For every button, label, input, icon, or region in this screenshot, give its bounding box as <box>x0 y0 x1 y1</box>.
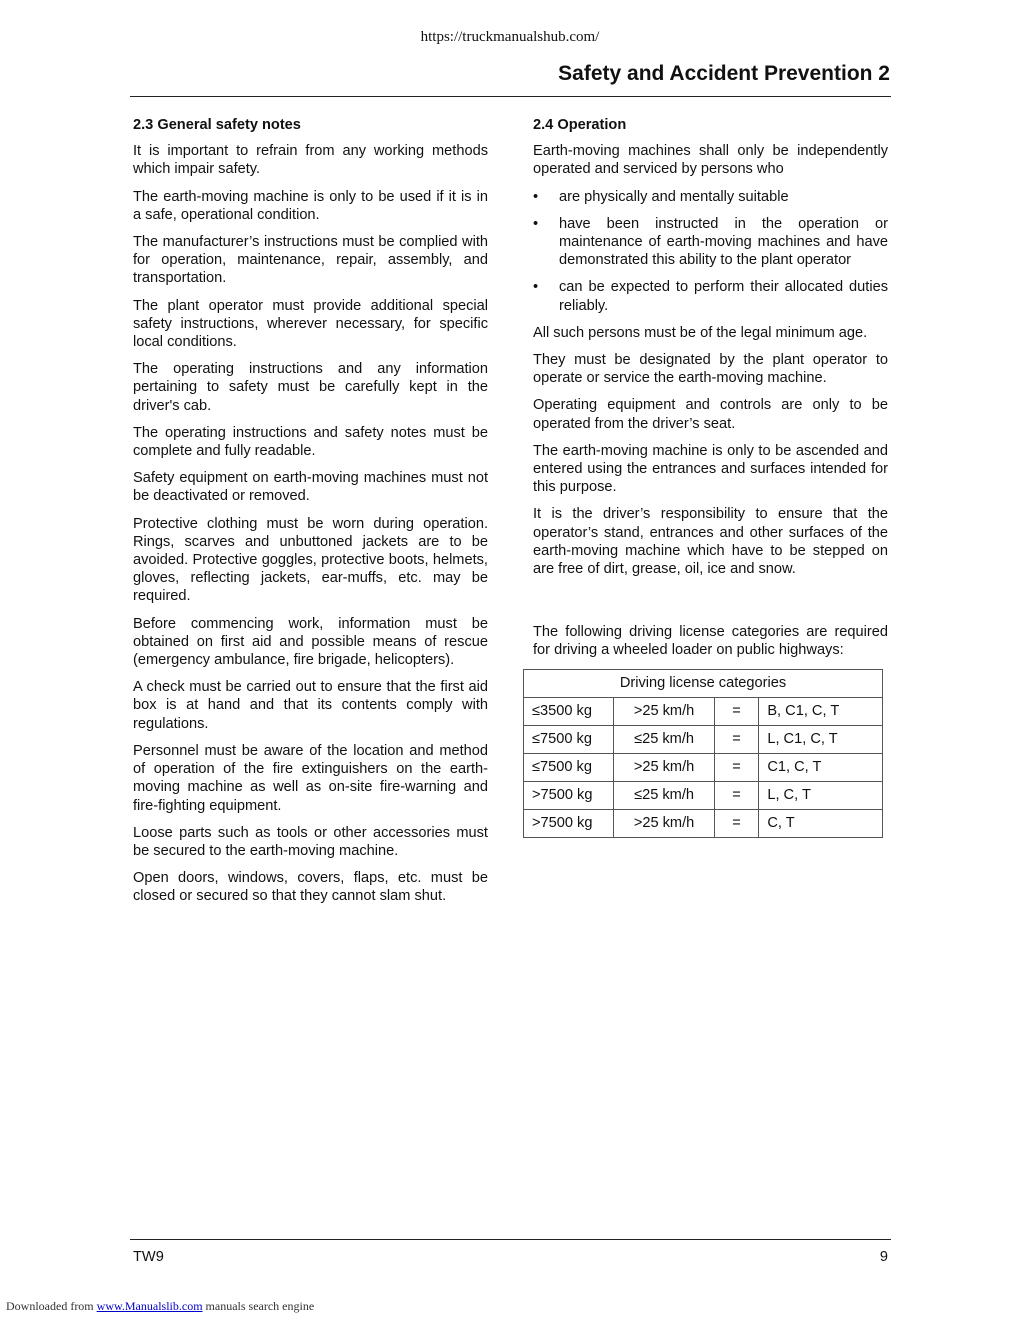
categories-cell: L, C, T <box>759 781 883 809</box>
license-table-title: Driving license categories <box>524 669 883 697</box>
list-item-text: have been instructed in the operation or maintenance of earth-moving machines and have demonstrated this ability to the plant operator <box>559 215 888 269</box>
equals-cell: = <box>714 725 759 753</box>
footer-divider <box>130 1239 891 1240</box>
paragraph: Safety equipment on earth-moving machines must not be deactivated or removed. <box>133 470 488 505</box>
right-paragraphs <box>533 324 888 578</box>
operation-intro: Earth-moving machines shall only be independently operated and serviced by persons who <box>533 143 888 178</box>
paragraph: A check must be carried out to ensure that the first aid box is at hand and that its contents comply with regulations. <box>133 679 488 732</box>
license-table <box>523 669 883 838</box>
equals-cell: = <box>714 697 759 725</box>
section-heading-general-safety: 2.3 General safety notes <box>133 117 301 133</box>
section-heading-operation: 2.4 Operation <box>533 117 627 133</box>
paragraph: Before commencing work, information must be obtained on first aid and possible means of rescue (emergency ambulance, fire brigade, helicopters). <box>133 615 488 669</box>
manualslib-link[interactable]: www.Manualslib.com <box>96 1299 203 1313</box>
weight-cell: >7500 kg <box>524 809 614 837</box>
categories-cell: L, C1, C, T <box>759 725 883 753</box>
weight-cell: >7500 kg <box>524 781 614 809</box>
paragraph: The plant operator must provide additional special safety instructions, wherever necessary, for specific local conditions. <box>133 297 488 351</box>
speed-cell: >25 km/h <box>614 697 714 725</box>
left-column <box>133 116 488 915</box>
page-title: Safety and Accident Prevention 2 <box>558 62 890 85</box>
weight-cell: ≤3500 kg <box>524 697 614 725</box>
paragraph: The earth-moving machine is only to be ascended and entered using the entrances and surfaces intended for this purpose. <box>533 442 888 496</box>
weight-cell: ≤7500 kg <box>524 753 614 781</box>
license-intro: The following driving license categories are required for driving a wheeled loader on public highways: <box>533 624 888 659</box>
categories-cell: B, C1, C, T <box>759 697 883 725</box>
header-divider <box>130 96 891 97</box>
table-row <box>524 809 883 837</box>
page-number: 9 <box>879 1249 888 1265</box>
paragraph: Personnel must be aware of the location and method of operation of the fire extinguishers on the earth-moving machine as well as on-site fire-warning and fire-fighting equipment. <box>133 742 488 814</box>
speed-cell: >25 km/h <box>614 753 714 781</box>
download-credit <box>6 1299 314 1314</box>
requirements-list <box>533 188 888 315</box>
list-item-text: are physically and mentally suitable <box>559 188 789 205</box>
list-item <box>533 215 888 270</box>
credit-prefix: Downloaded from <box>6 1299 94 1313</box>
bullet-icon: • <box>533 279 539 296</box>
spacer <box>533 587 888 623</box>
paragraph: The operating instructions and safety notes must be complete and fully readable. <box>133 424 488 460</box>
bullet-icon: • <box>533 188 539 205</box>
table-row <box>524 753 883 781</box>
speed-cell: ≤25 km/h <box>614 781 714 809</box>
paragraph: Loose parts such as tools or other accessories must be secured to the earth-moving machine. <box>133 824 488 859</box>
paragraph: The manufacturer’s instructions must be complied with for operation, maintenance, repair, assembly, and transportation. <box>133 234 488 287</box>
table-row <box>524 697 883 725</box>
paragraph: They must be designated by the plant operator to operate or service the earth-moving machine. <box>533 352 888 387</box>
categories-cell: C1, C, T <box>759 753 883 781</box>
weight-cell: ≤7500 kg <box>524 725 614 753</box>
speed-cell: ≤25 km/h <box>614 725 714 753</box>
list-item-text: can be expected to perform their allocated duties reliably. <box>559 279 888 314</box>
paragraph: It is important to refrain from any working methods which impair safety. <box>133 143 488 178</box>
paragraph: The operating instructions and any information pertaining to safety must be carefully kept in the driver's cab. <box>133 361 488 414</box>
footer-model: TW9 <box>133 1249 164 1265</box>
equals-cell: = <box>714 753 759 781</box>
paragraph: Open doors, windows, covers, flaps, etc. must be closed or secured so that they cannot slam shut. <box>133 870 488 905</box>
paragraph: It is the driver’s responsibility to ensure that the operator’s stand, entrances and other surfaces of the earth-moving machine which have to be stepped on are free of dirt, grease, oil, ice and snow. <box>533 506 888 578</box>
equals-cell: = <box>714 809 759 837</box>
left-paragraphs <box>133 142 488 905</box>
source-url: https://truckmanualshub.com/ <box>420 29 600 45</box>
table-row <box>524 781 883 809</box>
paragraph: Protective clothing must be worn during operation. Rings, scarves and unbuttoned jackets are to be avoided. Protective goggles, protective boots, helmets, gloves, reflecting jackets, ear-muffs, etc. may be required. <box>133 515 488 605</box>
categories-cell: C, T <box>759 809 883 837</box>
list-item <box>533 278 888 314</box>
list-item <box>533 188 888 206</box>
speed-cell: >25 km/h <box>614 809 714 837</box>
paragraph: The earth-moving machine is only to be used if it is in a safe, operational condition. <box>133 188 488 223</box>
right-column <box>533 116 888 838</box>
credit-suffix: manuals search engine <box>205 1299 315 1313</box>
paragraph: All such persons must be of the legal minimum age. <box>533 324 868 341</box>
table-row <box>524 725 883 753</box>
equals-cell: = <box>714 781 759 809</box>
bullet-icon: • <box>533 215 539 232</box>
paragraph: Operating equipment and controls are only to be operated from the driver’s seat. <box>533 397 888 432</box>
